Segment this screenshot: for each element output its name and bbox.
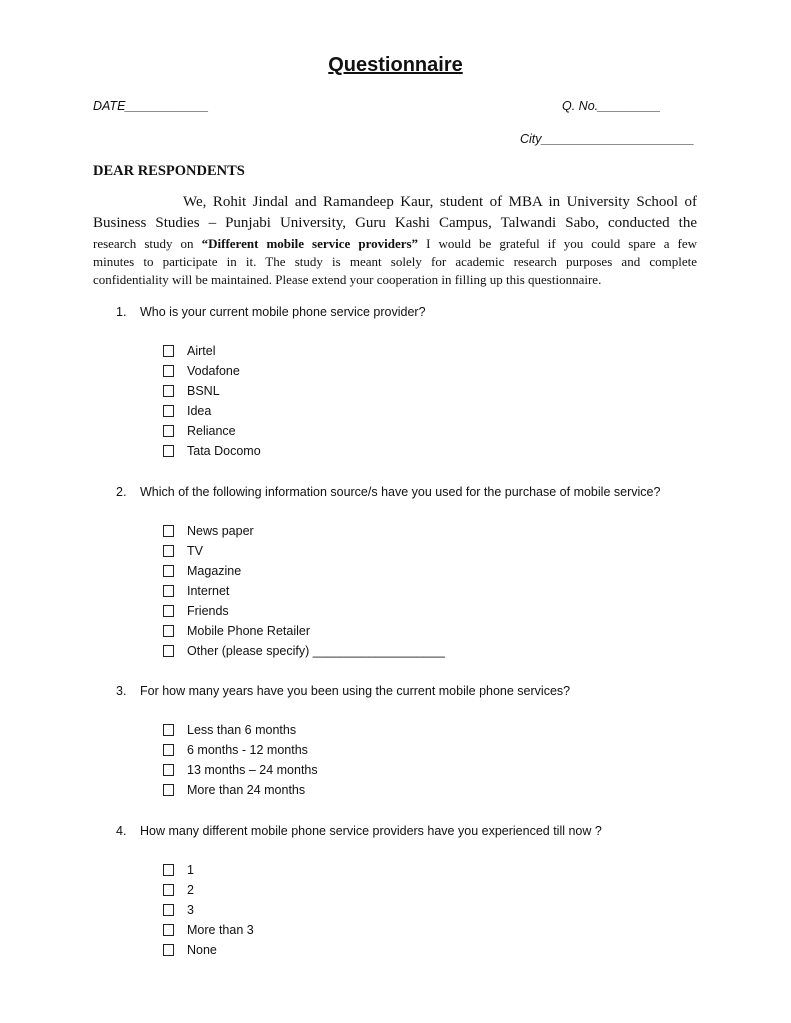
option-label: Magazine xyxy=(187,564,242,578)
page-title: Questionnaire xyxy=(328,54,463,76)
option-label: TV xyxy=(187,544,203,558)
checkbox-icon[interactable] xyxy=(163,605,174,617)
checkbox-icon[interactable] xyxy=(163,924,174,936)
checkbox-icon[interactable] xyxy=(163,784,174,796)
question-text: For how many years have you been using the current mobile phone services? xyxy=(140,684,571,698)
checkbox-icon[interactable] xyxy=(163,884,174,896)
option-item[interactable] xyxy=(163,622,310,640)
option-item[interactable] xyxy=(163,901,194,919)
checkbox-icon[interactable] xyxy=(163,944,174,956)
option-item[interactable] xyxy=(163,642,445,660)
option-item[interactable] xyxy=(163,402,211,420)
option-item[interactable] xyxy=(163,881,194,899)
checkbox-icon[interactable] xyxy=(163,645,174,657)
checkbox-icon[interactable] xyxy=(163,525,174,537)
option-item[interactable] xyxy=(163,741,308,759)
checkbox-icon[interactable] xyxy=(163,385,174,397)
option-label: Mobile Phone Retailer xyxy=(187,624,310,638)
option-label: BSNL xyxy=(187,384,220,398)
checkbox-icon[interactable] xyxy=(163,904,174,916)
checkbox-icon[interactable] xyxy=(163,585,174,597)
question-number: 3. xyxy=(116,684,127,698)
question-1 xyxy=(116,305,426,319)
option-item[interactable] xyxy=(163,382,220,400)
option-item[interactable] xyxy=(163,342,215,360)
question-2 xyxy=(116,485,660,499)
option-item[interactable] xyxy=(163,422,236,440)
option-label: Other (please specify) ___________________ xyxy=(187,644,445,658)
checkbox-icon[interactable] xyxy=(163,405,174,417)
option-label: Less than 6 months xyxy=(187,723,297,737)
question-number: 2. xyxy=(116,485,127,499)
date-field-label: DATE____________ xyxy=(93,99,209,113)
option-item[interactable] xyxy=(163,861,194,879)
question-text: Which of the following information source/s have you used for the purchase of mobile service? xyxy=(140,485,661,499)
checkbox-icon[interactable] xyxy=(163,445,174,457)
option-label: Internet xyxy=(187,584,230,598)
question-number-field-label: Q. No._________ xyxy=(562,99,661,113)
city-field-label: City______________________ xyxy=(520,132,695,146)
intro-line: Business Studies – Punjabi University, Guru Kashi Campus, Talwandi Sabo, conducted the xyxy=(93,215,697,231)
question-number: 1. xyxy=(116,305,127,319)
checkbox-icon[interactable] xyxy=(163,545,174,557)
question-number: 4. xyxy=(116,824,127,838)
option-label: Reliance xyxy=(187,424,236,438)
option-item[interactable] xyxy=(163,562,241,580)
question-text: How many different mobile phone service providers have you experienced till now ? xyxy=(140,824,602,838)
question-4 xyxy=(116,824,602,838)
option-item[interactable] xyxy=(163,522,254,540)
option-label: Friends xyxy=(187,604,229,618)
option-label: Vodafone xyxy=(187,364,240,378)
option-item[interactable] xyxy=(163,442,261,460)
intro-line: We, Rohit Jindal and Ramandeep Kaur, student of MBA in University School of xyxy=(183,194,697,210)
checkbox-icon[interactable] xyxy=(163,764,174,776)
option-label: News paper xyxy=(187,524,254,538)
checkbox-icon[interactable] xyxy=(163,744,174,756)
option-label: More than 24 months xyxy=(187,783,306,797)
option-label: Tata Docomo xyxy=(187,444,261,458)
option-item[interactable] xyxy=(163,921,254,939)
option-label: Idea xyxy=(187,404,212,418)
intro-line-text: research study on “Different mobile service providers” I would be grateful if you could spare a few xyxy=(93,236,698,251)
checkbox-icon[interactable] xyxy=(163,425,174,437)
intro-line-emphasis xyxy=(93,236,697,252)
intro-line: confidentiality will be maintained. Please extend your cooperation in filling up this questionnaire. xyxy=(93,272,602,287)
option-label: 3 xyxy=(187,903,194,917)
option-item[interactable] xyxy=(163,362,240,380)
checkbox-icon[interactable] xyxy=(163,565,174,577)
option-item[interactable] xyxy=(163,781,305,799)
option-label: Airtel xyxy=(187,344,216,358)
option-label: 1 xyxy=(187,863,194,877)
checkbox-icon[interactable] xyxy=(163,724,174,736)
option-item[interactable] xyxy=(163,721,296,739)
checkbox-icon[interactable] xyxy=(163,365,174,377)
option-item[interactable] xyxy=(163,602,229,620)
question-text: Who is your current mobile phone service provider? xyxy=(140,305,426,319)
option-label: 6 months - 12 months xyxy=(187,743,308,757)
option-label: 2 xyxy=(187,883,194,897)
option-label: None xyxy=(187,943,217,957)
checkbox-icon[interactable] xyxy=(163,625,174,637)
option-label: More than 3 xyxy=(187,923,254,937)
option-item[interactable] xyxy=(163,542,203,560)
checkbox-icon[interactable] xyxy=(163,345,174,357)
option-item[interactable] xyxy=(163,582,229,600)
intro-line: minutes to participate in it. The study is meant solely for academic research purposes and complete xyxy=(93,254,697,269)
checkbox-icon[interactable] xyxy=(163,864,174,876)
option-item[interactable] xyxy=(163,941,217,959)
greeting-heading: DEAR RESPONDENTS xyxy=(93,163,245,179)
question-3 xyxy=(116,684,570,698)
option-item[interactable] xyxy=(163,761,318,779)
option-label: 13 months – 24 months xyxy=(187,763,318,777)
